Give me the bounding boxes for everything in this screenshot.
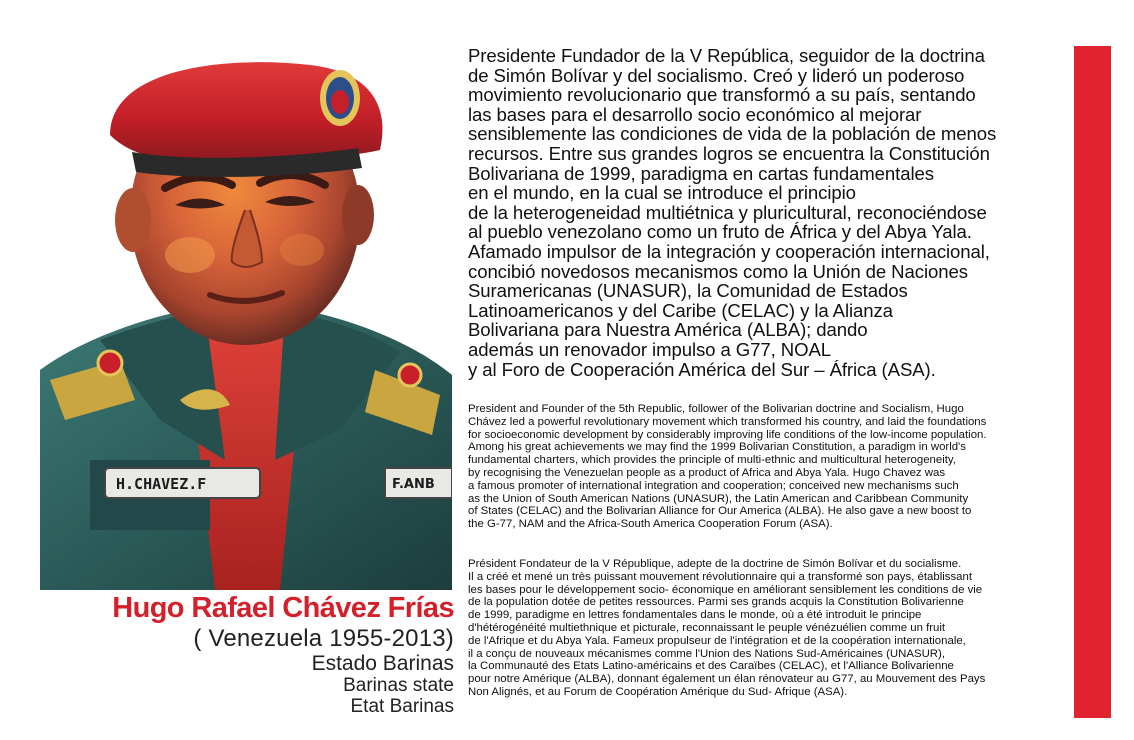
right-ear bbox=[342, 185, 374, 245]
beret-badge bbox=[320, 70, 360, 126]
right-collar-star bbox=[399, 364, 421, 386]
state-french: Etat Barinas bbox=[350, 696, 454, 717]
red-accent-bar bbox=[1074, 46, 1111, 718]
state-spanish: Estado Barinas bbox=[311, 652, 454, 675]
person-name: Hugo Rafael Chávez Frías bbox=[112, 592, 454, 624]
unit-patch-text: F.ANB bbox=[392, 477, 435, 492]
left-collar-star bbox=[98, 351, 122, 375]
biography-french: Président Fondateur de la V République, adepte de la doctrine de Simón Bolívar et du socialisme. Il a créé et mené un très puissant mouvement révolutionnaire qui a transformé son pays, établissant les bases pour le développement socio- économique en améliorant sensiblement les conditions de vie de la population dotée de petites ressources. Parmi ses grands acquis la Constitution Bolivarienne de 1999, paradigme en lettres fondamentales dans le monde, où a été introduit le principe d'hétérogénéité multiethnique et picturale, reconnaissant le peuple vénézuélien comme un fruit de l'Afrique et du Abya Yala. Fameux propulseur de l'intégration et de la coopération internationale, il a conçu de nouveaux mécanismes comme l'Union des Nations Sud-Américaines (UNASUR), la Communauté des Etats Latino-américains et des Caraïbes (CELAC), et l'Alliance Bolivarienne pour notre Amérique (ALBA), donnant également un élan rénovateur au G77, au Mouvement des Pays Non Alignés, et au Forum de Coopération Amérique du Sud- Afrique (ASA). bbox=[468, 558, 986, 698]
biography-spanish: Presidente Fundador de la V República, seguidor de la doctrina de Simón Bolívar y del socialismo. Creó y lideró un poderoso movimiento revolucionario que transformó a su país, sentando las bases para el desarrollo socio económico al mejorar sensiblemente las condiciones de vida de la población de menos recursos. Entre sus grandes logros se encuentra la Constitución Bolivariana de 1999, paradigma en cartas fundamentales en el mundo, en la cual se introduce el principio de la heterogeneidad multiétnica y pluricultural, reconociéndose al pueblo venezolano como un fruto de África y del Abya Yala. Afamado impulsor de la integración y cooperación internacional, concibió novedosos mecanismos como la Unión de Naciones Suramericanas (UNASUR), la Comunidad de Estados Latinoamericanos y del Caribe (CELAC) y la Alianza Bolivariana para Nuestra América (ALBA); dando además un renovador impulso a G77, NOAL y al Foro de Cooperación América del Sur – África (ASA). bbox=[468, 45, 997, 380]
name-block bbox=[30, 592, 454, 717]
life-years: ( Venezuela 1955-2013) bbox=[193, 625, 454, 652]
nametag-text: H.CHAVEZ.F bbox=[116, 475, 207, 493]
portrait-image bbox=[40, 40, 452, 590]
state-english: Barinas state bbox=[343, 675, 454, 696]
biography-english: President and Founder of the 5th Republic, follower of the Bolivarian doctrine and Socialism, Hugo Chávez led a powerful revolutionary movement which transformed his country, and laid the foundations for socioeconomic development by considerably improving life conditions of the low-income population. Among his great achievements we may find the 1999 Bolivarian Constitution, a paradigm in world's fundamental charters, which provides the principle of multi-ethnic and multicultural heterogeneity, by recognising the Venezuelan people as a product of Africa and Abya Yala. Hugo Chavez was a famous promoter of international integration and cooperation; conceived new mechanisms such as the Union of South American Nations (UNASUR), the Latin American and Caribbean Community of States (CELAC) and the Bolivarian Alliance for Our America (ALBA). He also gave a new boost to the G-77, NAM and the Africa-South America Cooperation Forum (ASA). bbox=[468, 403, 987, 531]
portrait-illustration bbox=[40, 40, 452, 590]
left-ear bbox=[115, 188, 151, 252]
